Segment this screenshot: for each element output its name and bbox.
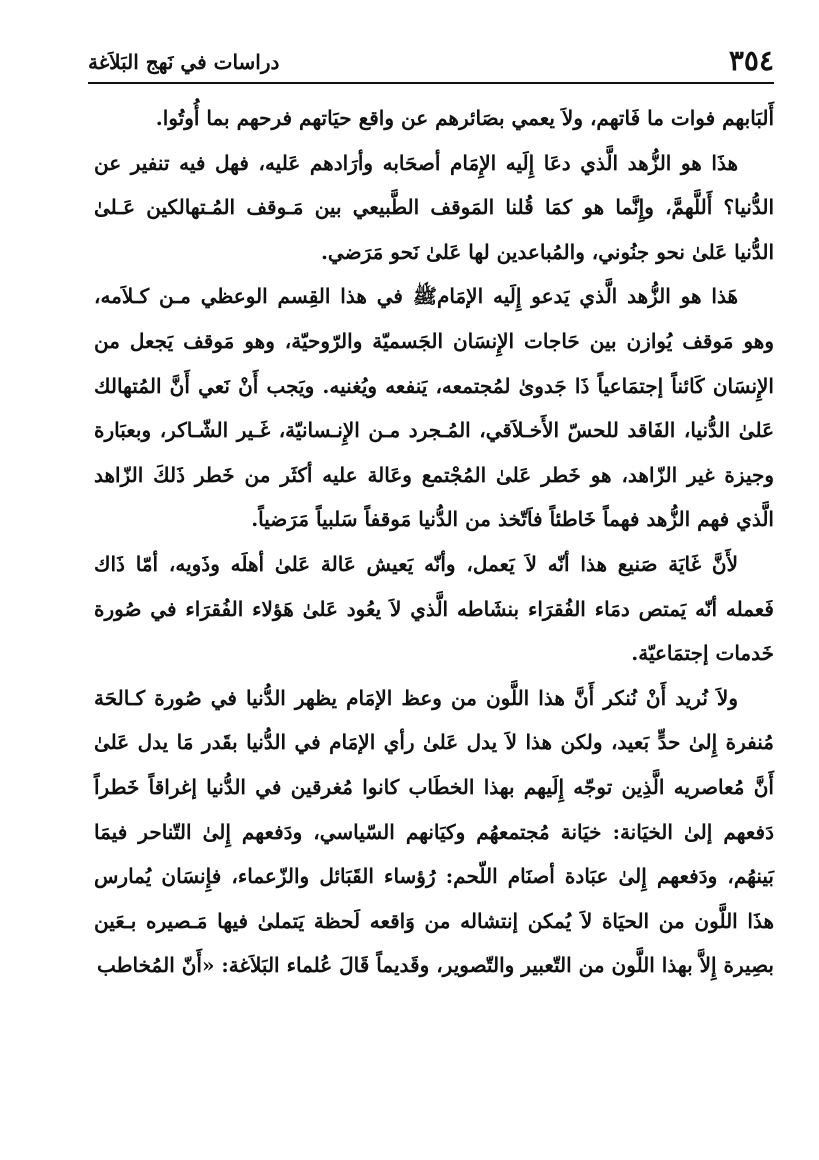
header-rule (88, 82, 774, 84)
paragraph: هذَا هو الزُّهد الَّذي دعَا إِلَيه الإِمَام أصحَابه وأرَادهم عَليه، فهل فيه تنفير عن الدُّنيا؟ أَللَّهمَّ، وإِنَّما هو كمَا قُلنا المَوقف الطَّبيعي بين مَـوقف المُـتهالكين عَـلىٰ الدُّنيا عَلىٰ نحو جنُوني، والمُباعدين لها عَلىٰ نَحو مَرَضي. (94, 150, 774, 264)
paragraph: هَذا هو الزُّهد الَّذي يَدعو إِلَيه الإمَامﷺ في هذا القِسم الوعظي مـن كـلاَمه، وهو مَوقف يُوازن بين حَاجات الإِنسَان الجَسميّة والرّوحيّة، وهو مَوقف يَجعل من الإِنسَان كَائناً إجتمَاعياً ذَا جَدوىٰ لمُجتمعه، يَنفعه ويُغنيه. ويَجب أَنْ نَعي أَنَّ المُتهالك عَلىٰ الدُّنيا، الفَاقد للحسّ الأَخـلاَقي، المُـجرد مـن الإِنـسانيّة، غَـير الشّـاكر، وبعبَارة وجيزة غير الزّاهد، هو خَطر عَلىٰ المُجْتمع وعَالة عليه أكثَر من خَطر ذَلكَ الزّاهد الَّذي فهم الزُّهد فهماً خَاطئاً فاَتّخذ من الدُّنيا مَوقفاً سَلبياً مَرَضياً. (94, 284, 774, 532)
page-header (88, 42, 774, 78)
paragraph: أَلبَابهم فوات ما فَاتهم، ولاَ يعمي بصَائرهم عن واقع حيَاتهم فرحهم بما أُوتُوا. (155, 106, 774, 130)
page-number: ٣٥٤ (728, 44, 774, 77)
body-text (94, 96, 774, 988)
paragraph: ولاَ نُريد أَنْ نُنكر أَنَّ هذا اللَّون من وعظ الإمَام يظهر الدُّنيا في صُورة كـالحَة مُنفرة إِلىٰ حدٍّ بَعيد، ولكن هذا لاَ يدل عَلىٰ رأي الإمَام في الدُّنيا بقَدر مَا يدل عَلىٰ أَنَّ مُعاصريه الَّذِين توجّه إِلَيهم بهذا الخطَاب كانوا مُغرقين في الدُّنيا إغراقاً خَطراً دَفعهم إلىٰ الخيَانة: خيَانة مُجتمعهُم وكيَانهم السّياسي، ودَفعهم إِلىٰ التّناحر فيمَا بَينهُم، ودَفعهم إِلىٰ عبَادة أصنَام اللّحم: رُؤساء القَبَائل والزّعماء، فإِنسَان يُمارس هذَا اللَّون من الحيَاة لاَ يُمكن إنتشاله من وَاقعه لَحظة يَتملىٰ فيها مَـصيره بـعَين بصِيرة إِلاَّ بهذا اللَّون من التّعبير والتّصوير، وقَديماً قَالَ عُلماء البَلاَغة: «أَنّ المُخاطب (94, 685, 774, 978)
running-title: دراسات في نَهج البَلاَغة (88, 50, 280, 74)
paragraph: لأَنَّ غَايَة صَنيع هذا أنّه لاَ يَعمل، وأنّه يَعيش عَالة عَلىٰ أهلَه وذَويه، أمّا ذَاك فَعمله أنّه يَمتص دمَاء الفُقرَاء بنشَاطه الَّذي لاَ يعُود عَلىٰ هَؤلاء الفُقرَاء في صُورة خَدمات إجتمَاعيّة. (94, 551, 774, 666)
